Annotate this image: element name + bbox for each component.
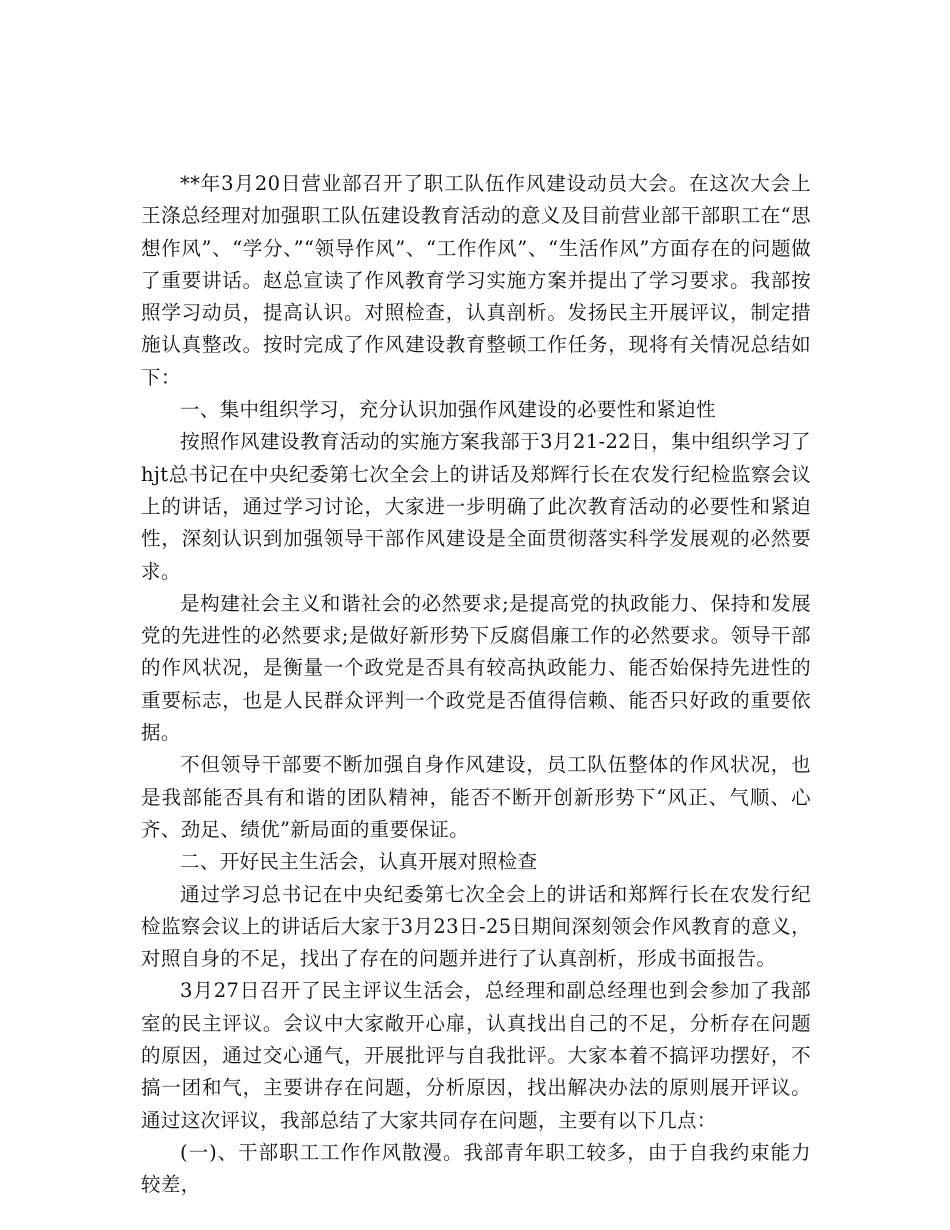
paragraph-requirements: 是构建社会主义和谐社会的必然要求;是提高党的执政能力、保持和发展党的先进性的必然要求;是做好新形势下反腐倡廉工作的必然要求。领导干部的作风状况，是衡量一个政党是否具有较高执政能力、能否始保持先进性的重要标志，也是人民群众评判一个政党是否值得信赖、能否只好政的重要依据。 — [141, 591, 811, 745]
section-heading-2: 二、开好民主生活会，认真开展对照检查 — [180, 850, 538, 874]
paragraph-self-check: 通过学习总书记在中央纪委第七次全会上的讲话和郑辉行长在农发行纪检监察会议上的讲话后大家于3月23日-25日期间深刻领会作风教育的意义，对照自身的不足，找出了存在的问题并进行了认真剖析，形成书面报告。 — [141, 882, 811, 971]
paragraph-study: 按照作风建设教育活动的实施方案我部于3月21-22日，集中组织学习了hjt总书记在中央纪委第七次全会上的讲话及郑辉行长在农发行纪检监察会议上的讲话，通过学习讨论，大家进一步明确了此次教育活动的必要性和紧迫性，深刻认识到加强领导干部作风建设是全面贯彻落实科学发展观的必然要求。 — [141, 430, 811, 583]
paragraph-intro: **年3月20日营业部召开了职工队伍作风建设动员大会。在这次大会上王涤总经理对加强职工队伍建设教育活动的意义及目前营业部干部职工在“思想作风”、“学分、”“领导作风”、“工作作风”、“生活作风”方面存在的问题做了重要讲话。赵总宣读了作风教育学习实施方案并提出了学习要求。我部按照学习动员，提高认识。对照检查，认真剖析。发扬民主开展评议，制定措施认真整改。按时完成了作风建设教育整顿工作任务，现将有关情况总结如下： — [141, 172, 811, 389]
paragraph-problem-1: (一)、干部职工工作作风散漫。我部青年职工较多，由于自我约束能力较差， — [141, 1140, 811, 1197]
paragraph-team-style: 不但领导干部要不断加强自身作风建设，员工队伍整体的作风状况，也是我部能否具有和谐的团队精神，能否不断开创新形势下“风正、气顺、心齐、劲足、绩优”新局面的重要保证。 — [141, 753, 811, 841]
section-heading-1: 一、集中组织学习，充分认识加强作风建设的必要性和紧迫性 — [180, 398, 716, 422]
paragraph-democratic-review: 3月27日召开了民主评议生活会，总经理和副总经理也到会参加了我部室的民主评议。会议中大家敞开心扉，认真找出自己的不足，分析存在问题的原因，通过交心通气，开展批评与自我批评。大家本着不搞评功摆好，不搞一团和气，主要讲存在问题，分析原因，找出解决办法的原则展开评议。通过这次评议，我部总结了大家共同存在问题，主要有以下几点： — [141, 979, 811, 1132]
document-body — [141, 168, 811, 1202]
